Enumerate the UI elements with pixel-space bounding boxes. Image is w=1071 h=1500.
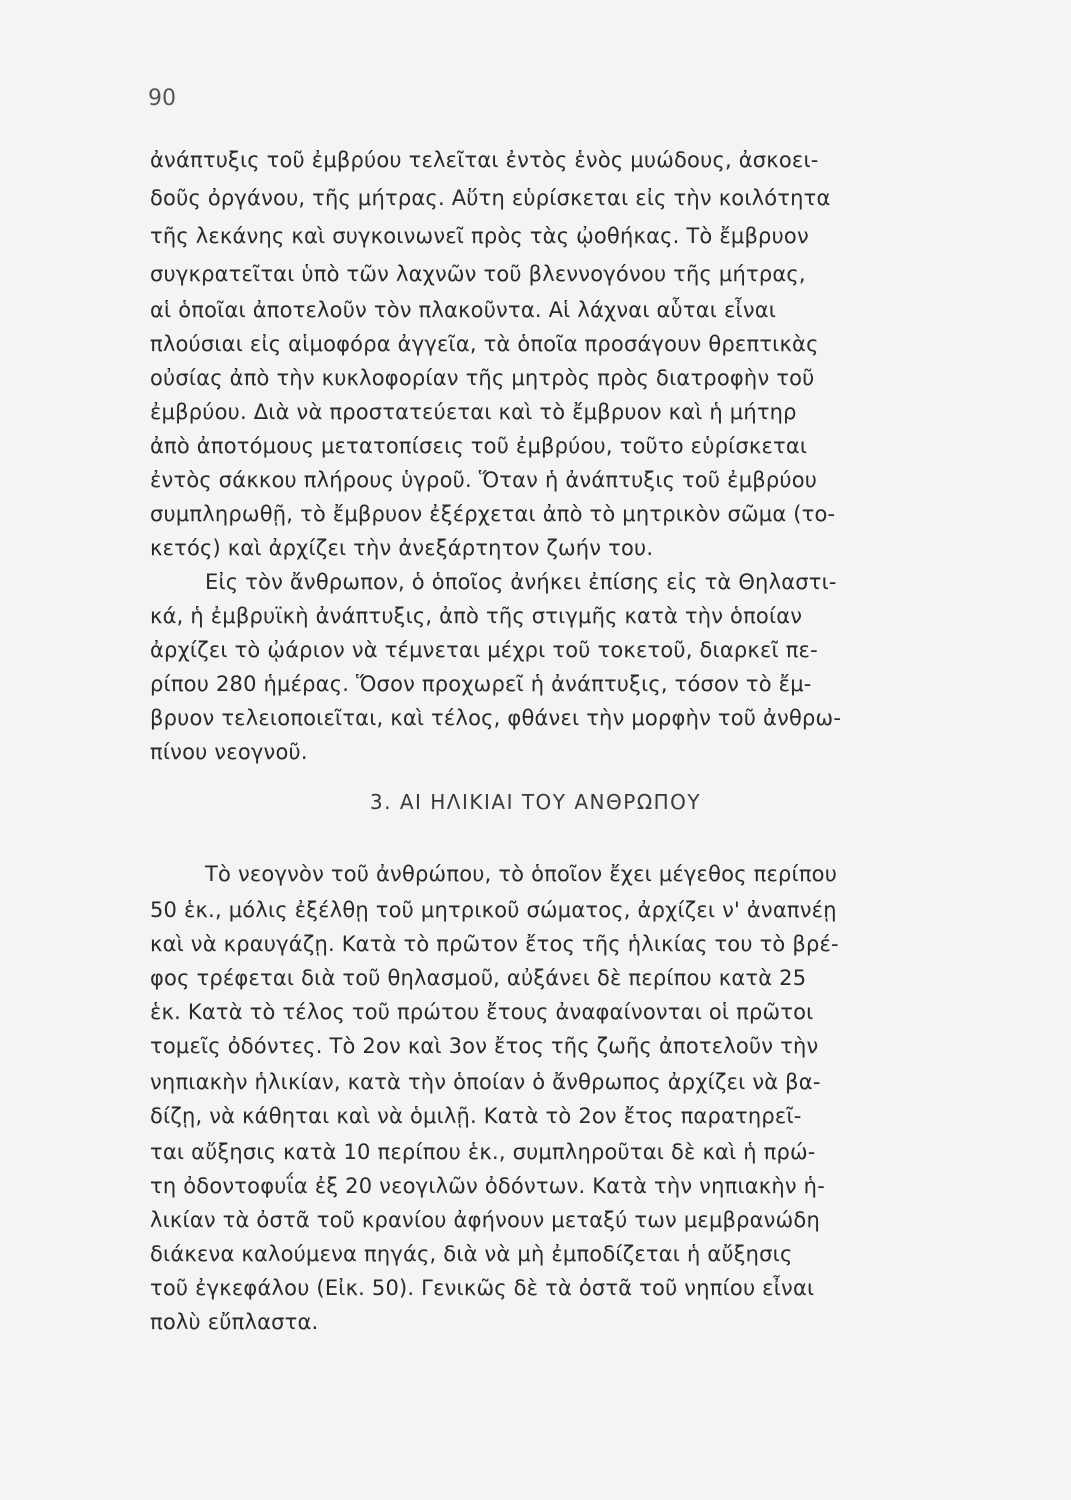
text-line: καὶ νὰ κραυγάζῃ. Κατὰ τὸ πρῶτον ἔτος τῆς ἡλικίας του τὸ βρέ- — [150, 932, 839, 956]
text-line: αἱ ὁποῖαι ἀποτελοῦν τὸν πλακοῦντα. Αἱ λάχναι αὗται εἶναι — [150, 298, 777, 322]
text-line: Τὸ νεογνὸν τοῦ ἀνθρώπου, τὸ ὁποῖον ἔχει μέγεθος περίπου — [205, 862, 838, 886]
text-line: πίνου νεογνοῦ. — [150, 740, 308, 764]
text-line: φος τρέφεται διὰ τοῦ θηλασμοῦ, αὐξάνει δὲ περίπου κατὰ 25 — [150, 966, 807, 990]
page-number: 90 — [148, 86, 176, 111]
text-line: κά, ἡ ἐμβρυϊκὴ ἀνάπτυξις, ἀπὸ τῆς στιγμῆς κατὰ τὴν ὁποίαν — [150, 604, 803, 628]
text-line: ται αὔξησις κατὰ 10 περίπου ἑκ., συμπληροῦται δὲ καὶ ἡ πρώ- — [150, 1140, 816, 1164]
text-line: δίζῃ, νὰ κάθηται καὶ νὰ ὁμιλῇ. Κατὰ τὸ 2ον ἔτος παρατηρεῖ- — [150, 1104, 802, 1128]
section-heading: 3. ΑΙ ΗΛΙΚΙΑΙ ΤΟΥ ΑΝΘΡΩΠΟΥ — [369, 790, 702, 814]
text-line: βρυον τελειοποιεῖται, καὶ τέλος, φθάνει τὴν μορφὴν τοῦ ἀνθρω- — [150, 706, 842, 730]
text-line: πολὺ εὔπλαστα. — [150, 1310, 319, 1334]
text-line: ρίπου 280 ἡμέρας. Ὅσον προχωρεῖ ἡ ἀνάπτυξις, τόσον τὸ ἔμ- — [150, 672, 812, 696]
text-line: ἐμβρύου. Διὰ νὰ προστατεύεται καὶ τὸ ἔμβρυον καὶ ἡ μήτηρ — [150, 400, 797, 424]
text-line: τη ὀδοντοφυΐα ἐξ 20 νεογιλῶν ὀδόντων. Κατὰ τὴν νηπιακὴν ἡ- — [150, 1174, 825, 1198]
text-line: οὐσίας ἀπὸ τὴν κυκλοφορίαν τῆς μητρὸς πρὸς διατροφὴν τοῦ — [150, 366, 815, 390]
text-line: ἀπὸ ἀποτόμους μετατοπίσεις τοῦ ἐμβρύου, τοῦτο εὑρίσκεται — [150, 434, 808, 458]
text-line: Εἰς τὸν ἄνθρωπον, ὁ ὁποῖος ἀνήκει ἐπίσης εἰς τὰ Θηλαστι- — [205, 570, 837, 594]
text-line: ἀνάπτυξις τοῦ ἐμβρύου τελεῖται ἐντὸς ἑνὸς μυώδους, ἀσκοει- — [150, 148, 819, 172]
text-line: ἐντὸς σάκκου πλήρους ὑγροῦ. Ὅταν ἡ ἀνάπτυξις τοῦ ἐμβρύου — [150, 468, 818, 492]
text-line: τοῦ ἐγκεφάλου (Εἰκ. 50). Γενικῶς δὲ τὰ ὀστᾶ τοῦ νηπίου εἶναι — [150, 1276, 815, 1300]
text-line: ἑκ. Κατὰ τὸ τέλος τοῦ πρώτου ἔτους ἀναφαίνονται οἱ πρῶτοι — [150, 1000, 814, 1024]
text-line: διάκενα καλούμενα πηγάς, διὰ νὰ μὴ ἐμποδίζεται ἡ αὔξησις — [150, 1242, 793, 1266]
text-line: κετός) καὶ ἀρχίζει τὴν ἀνεξάρτητον ζωήν του. — [150, 536, 654, 560]
text-line: πλούσιαι εἰς αἱμοφόρα ἀγγεῖα, τὰ ὁποῖα προσάγουν θρεπτικὰς — [150, 332, 819, 356]
text-line: τῆς λεκάνης καὶ συγκοινωνεῖ πρὸς τὰς ᾠοθήκας. Τὸ ἔμβρυον — [150, 224, 809, 248]
text-line: συγκρατεῖται ὑπὸ τῶν λαχνῶν τοῦ βλεννογόνου τῆς μήτρας, — [150, 262, 806, 286]
text-line: 50 ἑκ., μόλις ἐξέλθῃ τοῦ μητρικοῦ σώματος, ἀρχίζει ν' ἀναπνέῃ — [150, 898, 837, 922]
text-line: συμπληρωθῇ, τὸ ἔμβρυον ἐξέρχεται ἀπὸ τὸ μητρικὸν σῶμα (το- — [150, 502, 836, 526]
text-line: δοῦς ὀργάνου, τῆς μήτρας. Αὕτη εὑρίσκεται εἰς τὴν κοιλότητα — [150, 186, 831, 210]
text-line: νηπιακὴν ἡλικίαν, κατὰ τὴν ὁποίαν ὁ ἄνθρωπος ἀρχίζει νὰ βα- — [150, 1070, 821, 1094]
text-line: ἀρχίζει τὸ ᾠάριον νὰ τέμνεται μέχρι τοῦ τοκετοῦ, διαρκεῖ πε- — [150, 638, 818, 662]
text-line: τομεῖς ὀδόντες. Τὸ 2ον καὶ 3ον ἔτος τῆς ζωῆς ἀποτελοῦν τὴν — [150, 1034, 819, 1058]
text-line: λικίαν τὰ ὀστᾶ τοῦ κρανίου ἀφήνουν μεταξύ των μεμβρανώδη — [150, 1208, 820, 1232]
